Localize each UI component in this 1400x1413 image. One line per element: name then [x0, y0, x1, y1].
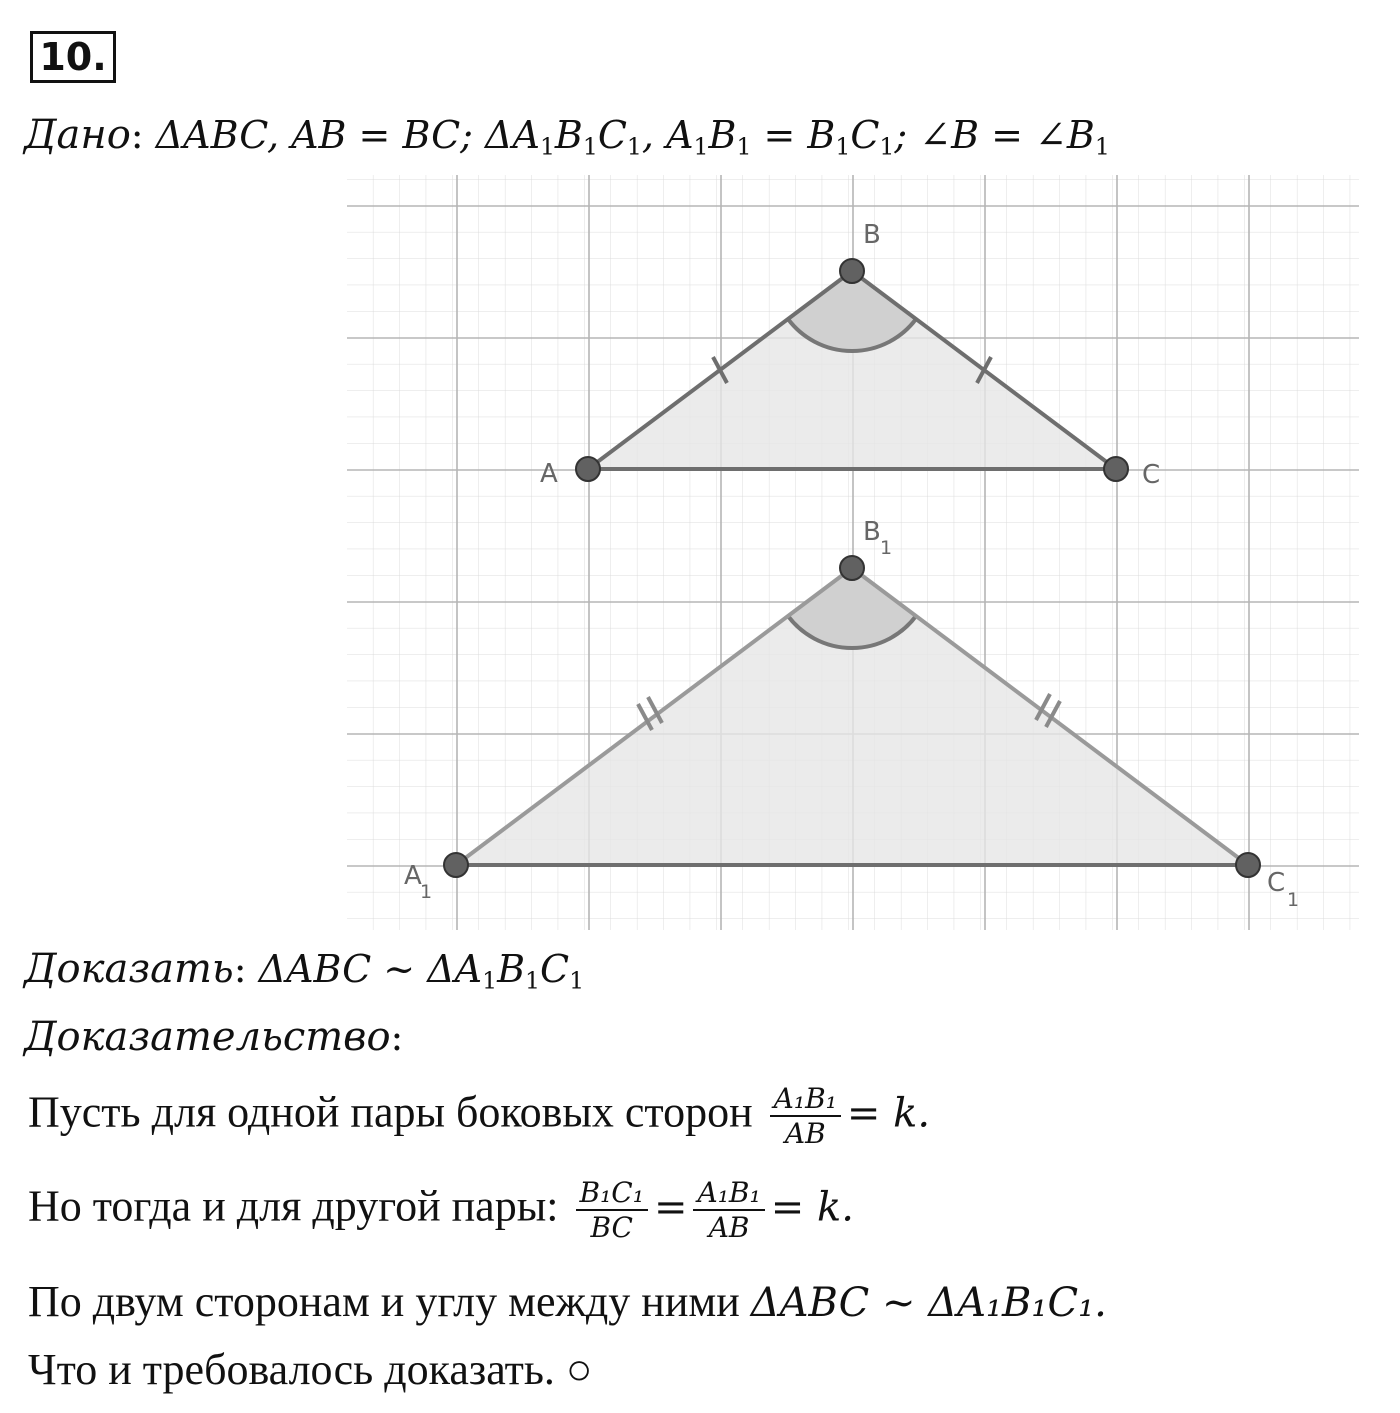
label-a1: A	[404, 861, 422, 891]
equals-sign: =	[653, 1184, 688, 1231]
label-b1: B	[863, 517, 881, 547]
prove-label: Доказать	[24, 946, 234, 992]
point-c	[1104, 457, 1128, 481]
point-b	[840, 259, 864, 283]
label-b1-sub: 1	[880, 537, 893, 559]
problem-number: 10.	[30, 31, 116, 83]
fraction-a1b1-ab-2: $\frac{\text{A₁B₁}}{AB}$	[693, 1178, 764, 1243]
label-c1: C	[1267, 868, 1286, 898]
proof-line-2	[28, 1178, 854, 1243]
point-c1	[1236, 853, 1260, 877]
given-line: Дано: ΔABC, AB = BC; $\Delta A_1B_1C_1$, $A_1B_1 = B_1C_1$; ∠B = $\angle B_1$	[24, 112, 1110, 161]
prove-line: Доказать: ΔABC ~ $\Delta A_1B_1C_1$	[24, 946, 585, 995]
label-c: C	[1142, 460, 1161, 490]
fraction-b1c1-bc: $\frac{\text{B₁C₁}}{BC}$	[576, 1178, 648, 1243]
given-label: Дано	[24, 112, 131, 158]
prove-statement: ΔABC ~ $\Delta A_1B_1C_1$	[258, 947, 585, 995]
label-b: B	[863, 220, 881, 250]
point-a1	[444, 853, 468, 877]
point-a	[576, 457, 600, 481]
triangle-figure	[346, 172, 1362, 934]
proof-conclusion: Что и требовалось доказать. ○	[28, 1345, 593, 1394]
proof-line-1-text: Пусть для одной пары боковых сторон	[28, 1087, 753, 1137]
proof-line-3-math: ΔABC ~ ΔA₁B₁C₁.	[750, 1280, 1107, 1326]
proof-line-2-tail: = k.	[770, 1184, 854, 1231]
given-statement: ΔABC, AB = BC; $\Delta A_1B_1C_1$, $A_1B_1 = B_1C_1$; ∠B = $\angle B_1$	[155, 113, 1110, 161]
proof-line-2-text: Но тогда и для другой пары:	[28, 1181, 559, 1231]
label-a1-sub: 1	[420, 881, 433, 903]
label-a: A	[540, 459, 558, 489]
fraction-a1b1-ab: $\frac{\text{A₁B₁}}{AB}$	[770, 1084, 841, 1149]
proof-line-3	[28, 1276, 1107, 1327]
proof-line-1	[28, 1084, 930, 1149]
proof-heading: Доказательство:	[24, 1014, 404, 1060]
proof-line-3-text: По двум сторонам и углу между ними	[28, 1277, 740, 1326]
label-c1-sub: 1	[1287, 889, 1300, 911]
proof-line-1-tail: = k.	[846, 1090, 931, 1137]
point-b1	[840, 556, 864, 580]
